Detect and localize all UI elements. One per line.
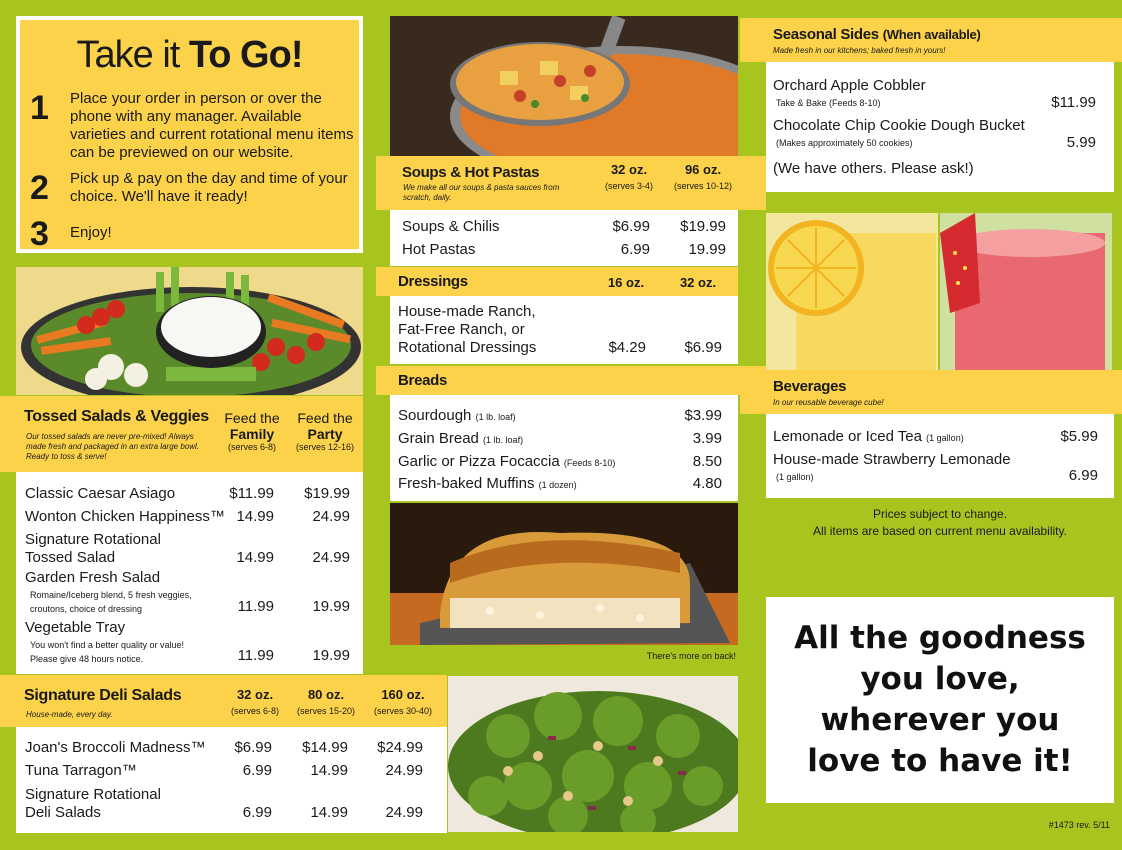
deli-col	[290, 687, 362, 716]
col-size: 96 oz.	[684, 162, 722, 177]
soup-photo	[390, 16, 738, 156]
seasonal-list	[766, 62, 1114, 192]
step-text: Enjoy!	[70, 224, 112, 241]
deli-list	[16, 727, 447, 833]
salads-col-family	[218, 410, 286, 452]
menu-item-price: $19.99	[304, 485, 350, 502]
dressings-list	[390, 296, 738, 364]
more-on-back-note: There's more on back!	[646, 651, 736, 661]
menu-item-price: $11.99	[1051, 94, 1096, 111]
col-serves: (serves 3-4)	[604, 181, 653, 191]
menu-item-price: 14.99	[236, 549, 274, 566]
menu-item-price: $6.99	[234, 739, 272, 756]
beverages-description: In our reusable beverage cube!	[773, 398, 884, 407]
menu-item-price: 5.99	[1066, 134, 1096, 151]
menu-item-price: 3.99	[692, 430, 722, 447]
menu-item-price: $14.99	[302, 739, 348, 756]
menu-item-note: (1 gallon)	[926, 433, 964, 443]
menu-item-price: 11.99	[237, 598, 274, 615]
step-text: Pick up & pay on the day and time of your choice. We'll have it ready!	[70, 170, 348, 205]
menu-item-name: Grain Bread	[398, 430, 479, 447]
menu-item-name: Garlic or Pizza Focaccia	[398, 453, 560, 470]
menu-item-name: Garden Fresh Salad	[25, 569, 161, 586]
menu-item-price: 8.50	[692, 453, 722, 470]
salads-title: Tossed Salads & Veggies	[24, 408, 209, 425]
menu-item-price: 24.99	[385, 762, 423, 779]
menu-item-price: $6.99	[684, 339, 722, 356]
soups-col-32	[598, 162, 660, 191]
menu-item-note: (1 dozen)	[538, 480, 577, 490]
menu-item-price: 6.99	[242, 804, 272, 821]
menu-item-name: Signature Rotational Tossed Salad	[25, 531, 161, 566]
menu-item-name: Vegetable Tray	[25, 619, 126, 636]
togo-title-a: Take it	[76, 34, 189, 76]
deli-description: House-made, every day.	[26, 710, 113, 719]
col-size: 16 oz.	[607, 275, 645, 290]
price-notice: Prices subject to change. All items are based on current menu availability.	[813, 507, 1067, 538]
menu-item-name: Fresh-baked Muffins	[398, 475, 535, 492]
menu-item-name: Signature Rotational Deli Salads	[25, 786, 161, 821]
col-size: 32 oz.	[236, 687, 274, 702]
menu-item-note: (Feeds 8-10)	[563, 458, 616, 468]
col-label-bold: Party	[307, 426, 343, 442]
soups-header	[376, 156, 766, 210]
deli-header	[0, 675, 447, 727]
breads-header	[376, 366, 766, 395]
menu-item-price: 24.99	[312, 549, 350, 566]
breads-title: Breads	[398, 372, 448, 389]
slogan-panel	[766, 597, 1114, 803]
menu-item-name: Hot Pastas	[402, 241, 476, 258]
deli-title: Signature Deli Salads	[24, 687, 182, 704]
menu-item-name: Lemonade or Iced Tea	[773, 428, 922, 445]
menu-item-price: 19.99	[312, 647, 350, 664]
beverages-title: Beverages	[773, 378, 847, 395]
salads-col-party	[290, 410, 360, 452]
menu-item-note: (1 lb. loaf)	[475, 412, 516, 422]
menu-item-price: 24.99	[312, 508, 350, 525]
menu-item-price: 6.99	[620, 241, 650, 258]
menu-item-price: $5.99	[1060, 428, 1098, 445]
togo-title	[20, 34, 359, 77]
togo-panel	[16, 16, 363, 253]
seasonal-title-text: Seasonal Sides	[773, 26, 879, 43]
menu-item-price: 11.99	[237, 647, 274, 664]
menu-item-name: House-made Strawberry Lemonade	[773, 451, 1011, 468]
salads-description: Our tossed salads are never pre-mixed! Always made fresh and packaged in an extra large bowl. Ready to toss & serve!	[26, 432, 199, 461]
menu-item-name: Tuna Tarragon™	[25, 762, 137, 779]
menu-item-name: Joan's Broccoli Madness™	[25, 739, 206, 756]
menu-item-name: Orchard Apple Cobbler	[773, 77, 926, 94]
broccoli-salad-photo	[448, 676, 738, 832]
step-number: 3	[30, 215, 49, 253]
menu-item-price: $19.99	[680, 218, 726, 235]
seasonal-description: Made fresh in our kitchens; baked fresh in yours!	[773, 46, 946, 55]
menu-item-price: $11.99	[229, 485, 274, 502]
col-size: 160 oz.	[381, 687, 425, 702]
beverages-header	[740, 370, 1122, 414]
menu-item-note: Take & Bake (Feeds 8-10)	[776, 98, 881, 108]
menu-item-price: 14.99	[236, 508, 274, 525]
salads-list	[16, 472, 363, 674]
menu-item-name: Classic Caesar Asiago	[25, 485, 176, 502]
deli-col	[366, 687, 440, 716]
col-serves: (serves 12-16)	[295, 442, 355, 452]
col-label-bold: Family	[229, 426, 275, 442]
col-label: Feed the	[297, 410, 353, 426]
seasonal-title	[773, 26, 981, 43]
menu-item	[398, 453, 615, 472]
col-label: Feed the	[224, 410, 280, 426]
menu-item	[773, 428, 964, 447]
step-number: 1	[30, 89, 49, 127]
soups-title: Soups & Hot Pastas	[402, 164, 540, 181]
menu-item-note: (1 lb. loaf)	[483, 435, 524, 445]
breads-list	[390, 395, 738, 501]
menu-item-name: Chocolate Chip Cookie Dough Bucket	[773, 117, 1025, 134]
slogan-text: All the goodness you love, wherever you love to have it!	[794, 620, 1086, 779]
menu-item-name: Wonton Chicken Happiness™	[25, 508, 225, 525]
menu-item-price: 19.99	[312, 598, 350, 615]
menu-item-price: $4.29	[608, 339, 646, 356]
menu-item-note: (Makes approximately 50 cookies)	[776, 138, 913, 148]
step-text: Place your order in person or over the phone with any manager. Available varieties and current rotational menu items can be previewed on our website.	[70, 90, 354, 161]
deli-col	[220, 687, 290, 716]
menu-item-note: (1 gallon)	[776, 472, 814, 482]
veggie-tray-photo	[16, 267, 363, 395]
menu-item	[398, 475, 577, 494]
menu-item-price: $3.99	[684, 407, 722, 424]
seasonal-title-note: (When available)	[882, 27, 981, 42]
step-number: 2	[30, 169, 49, 207]
menu-item-price: 24.99	[385, 804, 423, 821]
dressings-title: Dressings	[398, 273, 468, 290]
menu-item-price: 14.99	[310, 762, 348, 779]
menu-item-name: House-made Ranch, Fat-Free Ranch, or Rotational Dressings	[398, 303, 537, 356]
col-size: 32 oz.	[610, 162, 648, 177]
col-serves: (serves 6-8)	[227, 442, 276, 452]
col-serves: (serves 15-20)	[296, 706, 356, 716]
seasonal-others-note: (We have others. Please ask!)	[773, 160, 974, 177]
menu-item-note: Romaine/Iceberg blend, 5 fresh veggies, croutons, choice of dressing	[30, 590, 192, 614]
menu-item-name: Sourdough	[398, 407, 472, 424]
menu-item-price: 6.99	[1068, 467, 1098, 484]
menu-item-price: 6.99	[242, 762, 272, 779]
strawberry-lemonade-photo	[940, 213, 1112, 370]
soups-description: We make all our soups & pasta sauces from scratch, daily.	[403, 183, 560, 202]
soups-col-96	[668, 162, 738, 191]
col-size: 32 oz.	[679, 275, 717, 290]
menu-item-name: Soups & Chilis	[402, 218, 500, 235]
dressings-header	[376, 267, 738, 296]
soups-list	[390, 210, 738, 266]
menu-item-price: $24.99	[377, 739, 423, 756]
revision-code: #1473 rev. 5/11	[1048, 820, 1110, 830]
lemonade-photo	[766, 213, 938, 370]
col-serves: (serves 30-40)	[373, 706, 433, 716]
seasonal-header	[740, 18, 1122, 62]
menu-item-price: 4.80	[692, 475, 722, 492]
beverages-list	[766, 414, 1114, 498]
col-size: 80 oz.	[307, 687, 345, 702]
col-serves: (serves 6-8)	[230, 706, 279, 716]
menu-item-price: 19.99	[688, 241, 726, 258]
col-serves: (serves 10-12)	[673, 181, 733, 191]
menu-item	[398, 407, 516, 426]
menu-item-note: You won't find a better quality or value! Please give 48 hours notice.	[30, 640, 184, 664]
salads-header	[0, 396, 363, 472]
focaccia-photo	[390, 503, 738, 645]
togo-title-b: To Go!	[188, 34, 303, 76]
menu-item	[398, 430, 523, 449]
menu-item-price: 14.99	[310, 804, 348, 821]
menu-item-price: $6.99	[612, 218, 650, 235]
